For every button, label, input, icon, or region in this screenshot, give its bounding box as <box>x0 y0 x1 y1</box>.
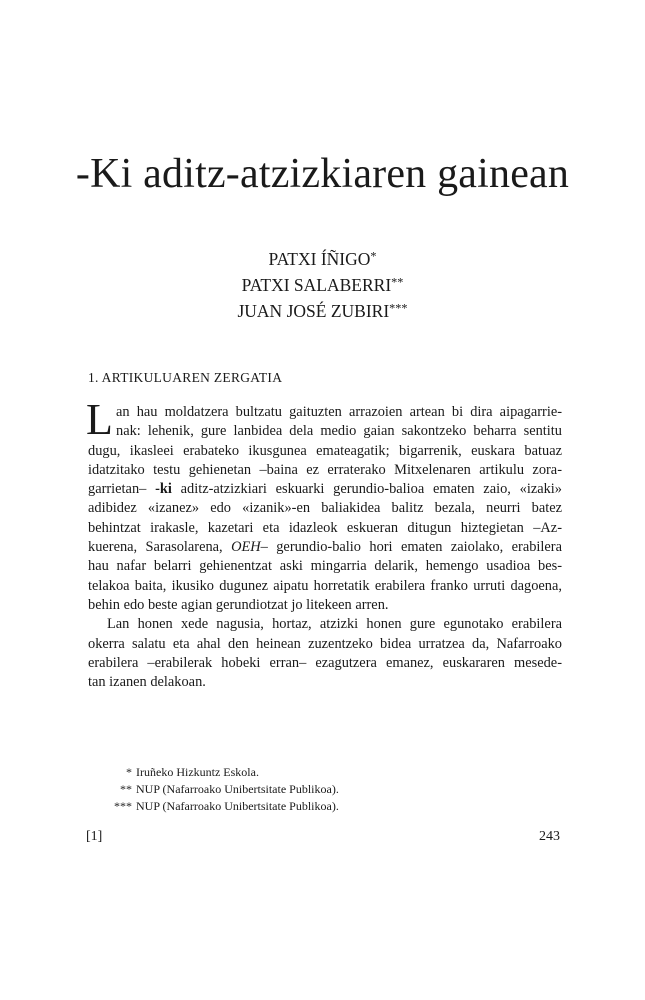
footnote-marker: ** <box>120 782 132 796</box>
author-footnote-mark: *** <box>389 301 408 316</box>
author-list <box>0 246 645 324</box>
text-line: telakoa baita, ikusiko dugunez aipatu horretatik erabilera franko urruti dagoena, <box>88 577 562 594</box>
text-line: hau nafar belarri gehienentzat aski mingarria delarik, hemengo usadioa bes- <box>88 558 562 575</box>
footnote <box>112 764 339 781</box>
emphasis-italic: OEH <box>231 539 261 556</box>
text-line: garrietan– -ki aditz-atzizkiari eskuarki gerundio-balioa ematen zaio, «izaki» <box>88 481 562 498</box>
footnotes <box>112 764 339 815</box>
footnote <box>112 781 339 798</box>
article-title: -Ki aditz-atzizkiaren gainean <box>75 151 570 197</box>
text-line: dugu, ikasleei erabateko ikusgunea emateagatik; bigarrenik, euskara batuaz <box>88 442 562 459</box>
section-heading: 1. ARTIKULUAREN ZERGATIA <box>88 370 283 385</box>
author-name: PATXI SALABERRI** <box>241 275 404 295</box>
text-line: behintzat irakasle, kazetari eta idazleok eskueran ditugun hiztegietan –Az- <box>88 519 562 536</box>
text-line: Lan honen xede nagusia, hortaz, atzizki honen gure egunotako erabilera <box>107 616 562 633</box>
author-name: PATXI ÍÑIGO* <box>268 249 377 269</box>
paragraph <box>86 395 562 615</box>
text-line: idatzitako testu gehienetan –baina ez erraterako Mitxelenaren artikulu zora- <box>88 461 562 478</box>
drop-cap: L <box>86 395 113 444</box>
text-line: behin edo beste agian gerundiotzat jo litekeen arren. <box>88 596 389 613</box>
text-line: nak: lehenik, gure lanbidea dela medio gaian sakontzeko beharra sentitu <box>116 423 562 440</box>
paragraph <box>88 615 562 692</box>
body-text <box>86 395 562 692</box>
footnote-marker: * <box>126 765 132 779</box>
author-name: JUAN JOSÉ ZUBIRI*** <box>237 301 408 321</box>
text-line: erabilera –erabilerak hobeki erran– ezagutzera emanez, euskararen mesede- <box>88 654 562 671</box>
author-footnote-mark: * <box>370 249 377 264</box>
page-label: [1] <box>86 829 103 844</box>
footnote <box>112 798 339 815</box>
text-line: an hau moldatzera bultzatu gaituzten arrazoien artean bi dira aipagarrie- <box>116 404 562 420</box>
footnote-text: Iruñeko Hizkuntz Eskola. <box>136 765 259 779</box>
footnote-text: NUP (Nafarroako Unibertsitate Publikoa). <box>136 782 339 796</box>
text-line: kuerena, Sarasolarena, OEH– gerundio-balio hori ematen zaiolako, erabilera <box>88 539 562 556</box>
footnote-text: NUP (Nafarroako Unibertsitate Publikoa). <box>136 799 339 813</box>
text-line: tan izanen delakoan. <box>88 674 206 691</box>
text-line: adibidez «izanez» edo «izanik»-en baliakidea balitz bezala, neurri batez <box>88 500 562 517</box>
author-footnote-mark: ** <box>391 275 404 290</box>
page-number: 243 <box>539 829 560 844</box>
footnote-marker: *** <box>114 799 132 813</box>
text-line: okerra salatu eta ahal den heinean zuzentzeko bidea urratzea da, Nafarroako <box>88 635 562 652</box>
emphasis-bold: -ki <box>155 481 172 498</box>
